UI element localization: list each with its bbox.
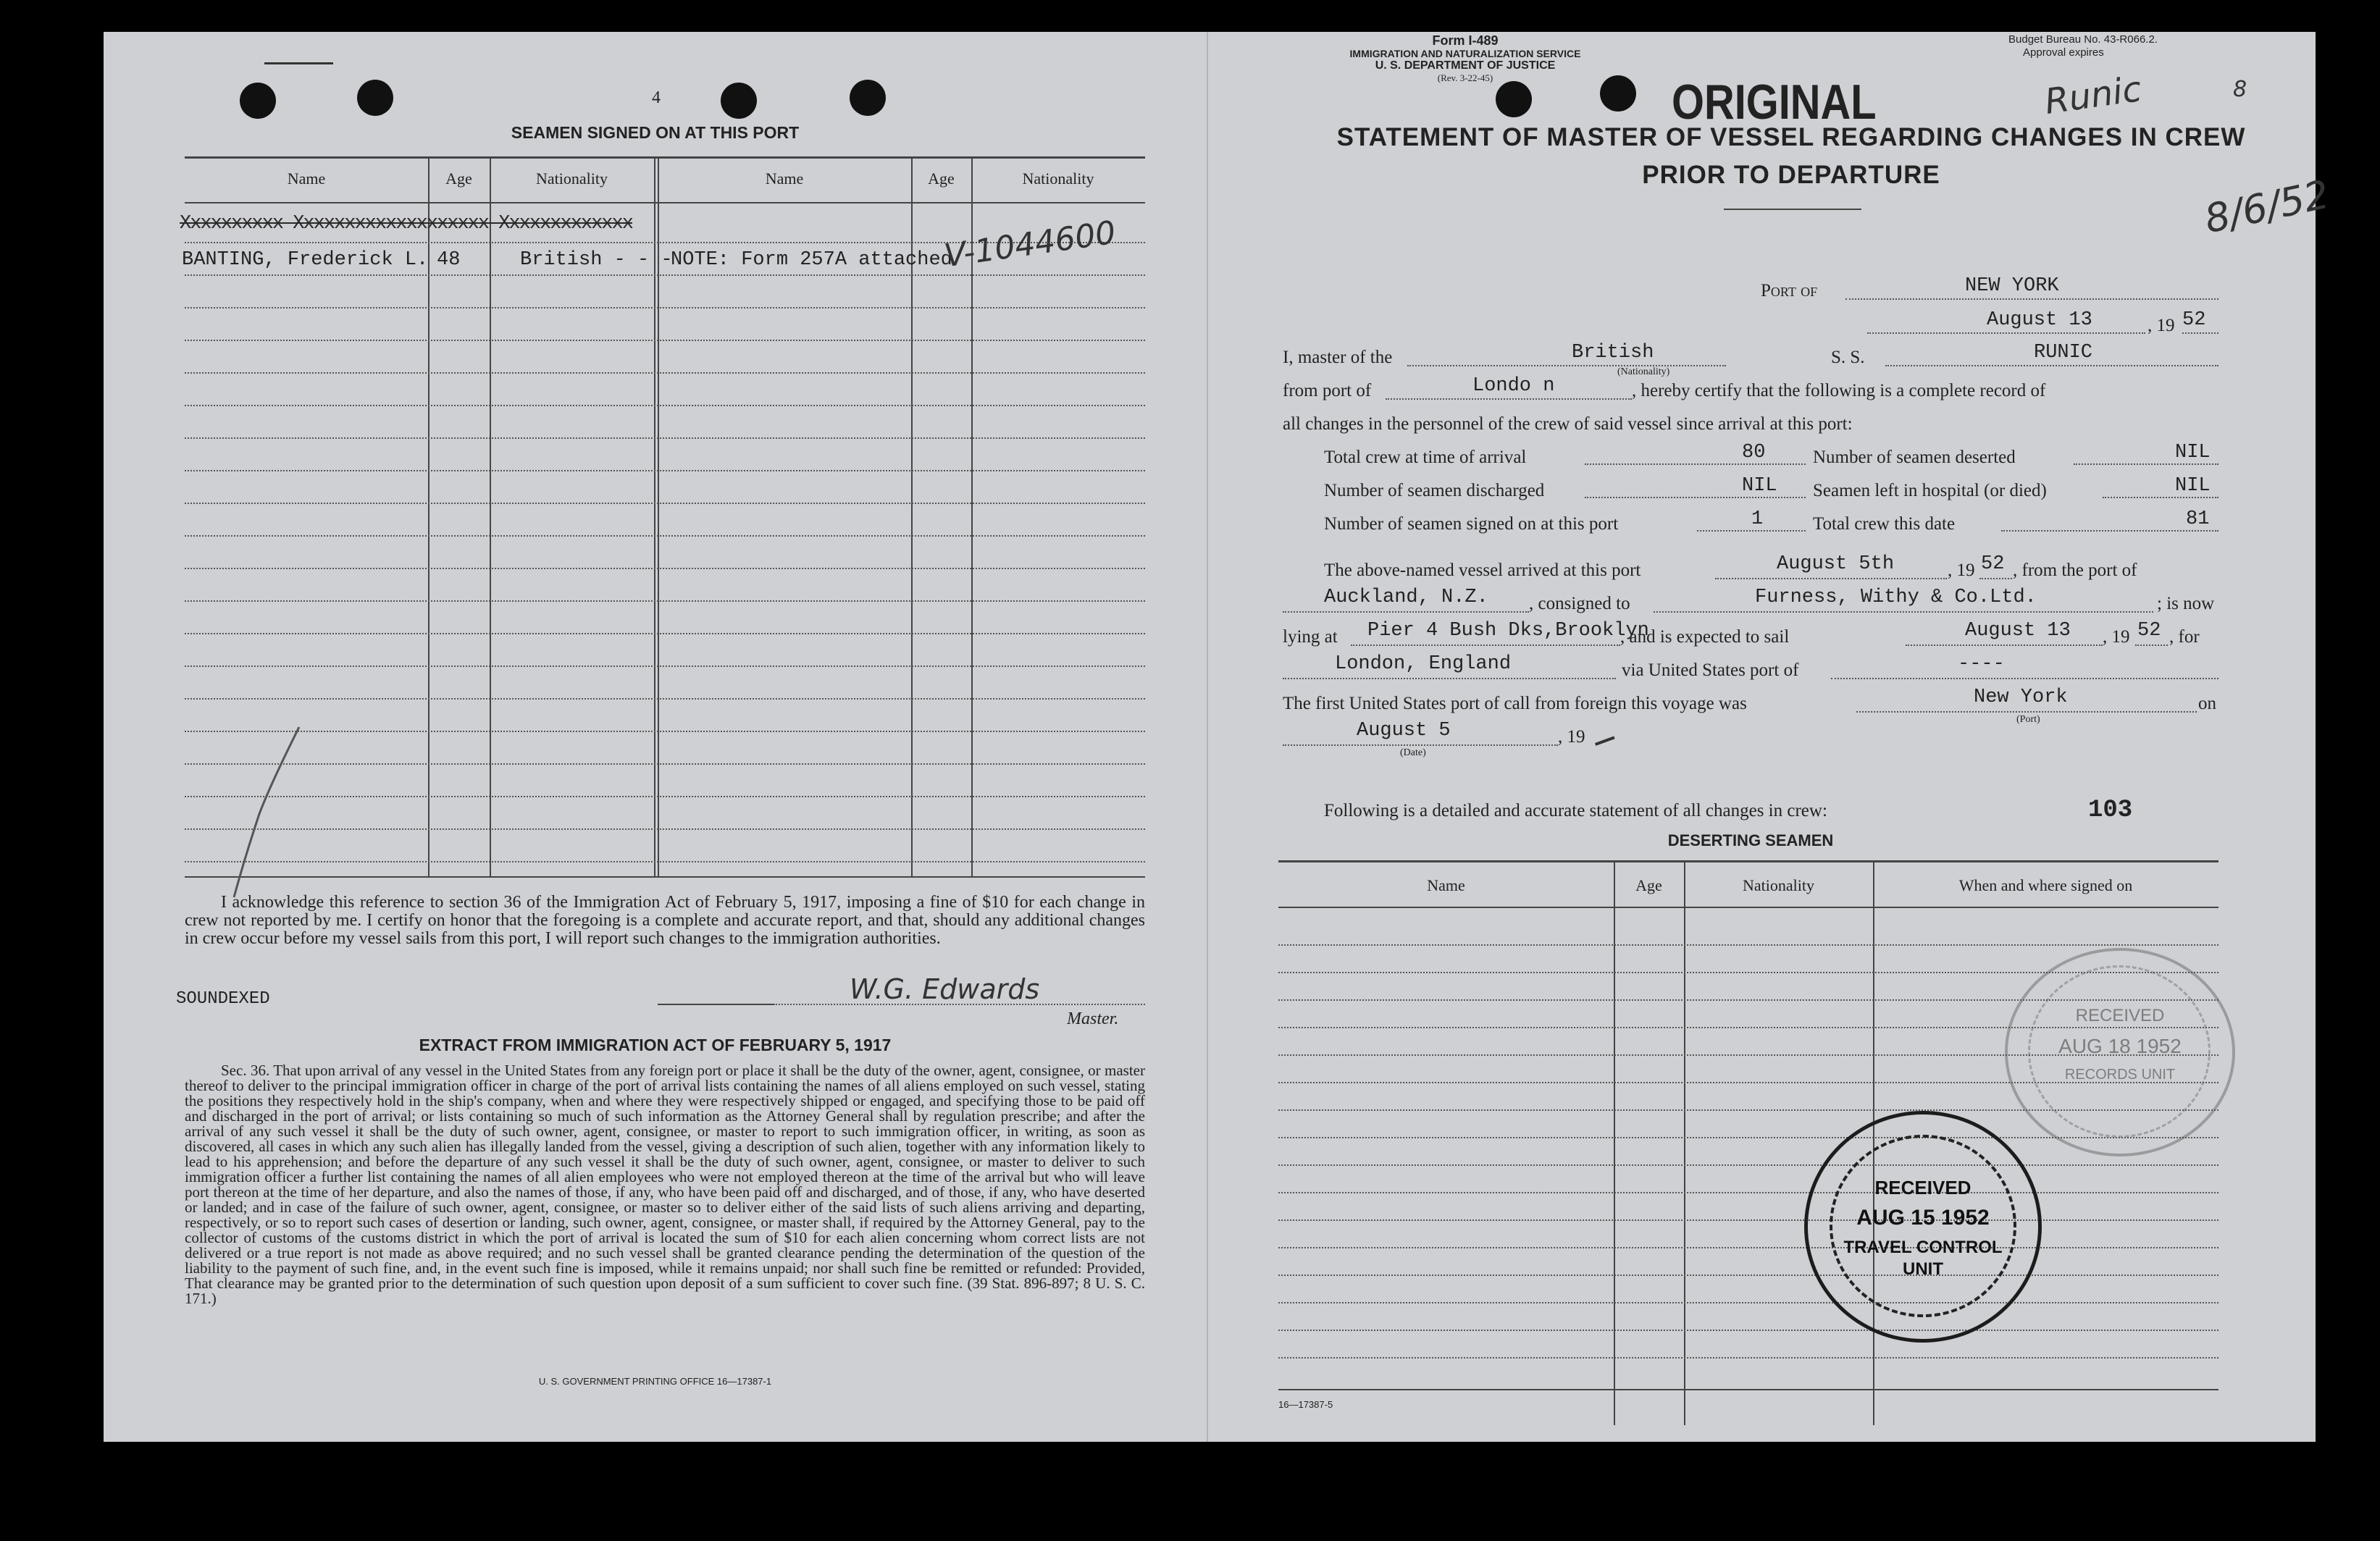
consignee: Furness, Withy & Co.Ltd.	[1755, 587, 2037, 608]
form-title-line-1: STATEMENT OF MASTER OF VESSEL REGARDING CHANGES IN CREW	[1336, 123, 2246, 151]
col-header-name-2: Name	[765, 169, 804, 188]
handwritten-date: 8/6/52	[2200, 171, 2334, 243]
handwritten-reference: V-1044600	[942, 214, 1118, 275]
agency-line-2: U. S. DEPARTMENT OF JUSTICE	[1375, 59, 1556, 72]
following-label: Following is a detailed and accurate statement of all changes in crew:	[1324, 801, 1827, 820]
col-header-nationality-2: Nationality	[1022, 169, 1094, 188]
received-stamp-records: RECEIVED AUG 18 1952 RECORDS UNIT	[2005, 948, 2235, 1156]
stat-hospital-label: Seamen left in hospital (or died)	[1813, 481, 2047, 500]
port-of-value: NEW YORK	[1965, 275, 2059, 297]
stat-total-date-label: Total crew this date	[1813, 514, 1956, 534]
form-sheet	[104, 32, 2334, 1442]
seaman-name: BANTING, Frederick L.	[182, 249, 429, 271]
for-label: , for	[2169, 627, 2200, 647]
sail-year: 52	[2137, 620, 2161, 642]
punch-hole	[240, 83, 276, 119]
all-changes-text: all changes in the personnel of the crew of said vessel since arrival at this port:	[1283, 414, 1853, 434]
deserting-col-signed-on: When and where signed on	[1958, 876, 2133, 894]
col-header-name: Name	[287, 169, 326, 188]
lying-at-label: lying at	[1283, 627, 1338, 647]
first-port-year-scribble	[1588, 717, 1614, 746]
handwritten-corner: 8	[2233, 77, 2247, 102]
arrived-label: The above-named vessel arrived at this port	[1324, 560, 1641, 580]
arrival-year: 52	[1981, 553, 2005, 575]
original-stamp: ORIGINAL	[1672, 75, 1877, 130]
via-value: ----	[1958, 653, 2005, 675]
from-port-label: from port of	[1283, 381, 1372, 400]
col-header-age-2: Age	[928, 169, 955, 188]
deserting-title: DESERTING SEAMEN	[1667, 831, 1834, 849]
expected-label: , and is expected to sail	[1620, 627, 1790, 647]
vessel-name: RUNIC	[2034, 342, 2093, 364]
form-title-line-2: PRIOR TO DEPARTURE	[1642, 161, 1940, 189]
consigned-label: , consigned to	[1529, 594, 1630, 613]
acknowledgement-text: I acknowledge this reference to section 36 of the Immigration Act of February 5, 1917, imposing a fine of $10 for each change in crew not reported by me. I certify on honor that the foregoing is a complete and accurate report, and that, should any additional changes in crew occur before my vessel sails from this port, I will report such changes to the immigration authorities.	[185, 893, 1145, 948]
punch-hole	[357, 80, 393, 116]
stat-deserted-value: NIL	[2175, 442, 2211, 463]
stat-hospital-value: NIL	[2175, 475, 2211, 497]
stat-total-arrival-label: Total crew at time of arrival	[1324, 448, 1527, 467]
certify-text: , hereby certify that the following is a complete record of	[1632, 381, 2046, 400]
on-label: on	[2198, 694, 2216, 713]
form-footer-code: 16—17387-5	[1278, 1399, 1333, 1410]
year-prefix: , 19	[2148, 316, 2175, 335]
from-port-of-label: , from the port of	[2013, 560, 2137, 580]
lying-at-value: Pier 4 Bush Dks,Brooklyn	[1367, 620, 1649, 642]
form-note: NOTE: Form 257A attached	[671, 249, 952, 271]
budget-bureau: Budget Bureau No. 43-R066.2.	[2008, 33, 2158, 46]
received-stamp-travel-control: RECEIVED AUG 15 1952 TRAVEL CONTROL UNIT	[1804, 1111, 2042, 1343]
via-label: via United States port of	[1622, 660, 1799, 680]
punch-hole	[1496, 81, 1532, 117]
deserting-col-name: Name	[1427, 876, 1465, 894]
extract-text: Sec. 36. That upon arrival of any vessel in the United States from any foreign port or place it shall be the duty of the owner, agent, consignee, or master thereof to deliver to the principal immigration officer in charge of the port of arrival lists containing the names of all aliens employed on such vessel, stating the positions they respectively hold in the ship's company, when and where they were respectively shipped or engaged, and specifying those to be paid off and discharged in the port of arrival; or lists containing so much of such information as the Attorney General shall by regulation prescribe; and after the arrival of any such vessel it shall be the duty of such owner, agent, consignee, or master to report to such immigration officer, in writing, as soon as discovered, all cases in which any such alien has illegally landed from the vessel, giving a description of such alien, together with any information likely to lead to his apprehension; and before the departure of any such vessel it shall be the duty of such owner, agent, consignee, or master to deliver to such immigration officer a further list containing the names of all alien employees who were not employed thereon at the time of the arrival but who will leave port thereon at the time of her departure, and also the names of those, if any, who have been paid off and discharged, and of those, if any, who have deserted or landed; and in case of the failure of such owner, agent, consignee, or master so to deliver either of the said lists of such aliens arriving and departing, respectively, or so to report such cases of desertion or landing, such owner, agent, consignee, or master shall, if required by the Attorney General, pay to the collector of customs of the customs district in which the port of arrival is located the sum of $10 for each alien concerning whom correct lists are not delivered or a true report is not made as above required; and no such vessel shall be granted clearance pending the determination of the question of the liability to the payment of such fine, and, in the event such fine is imposed, while it remains unpaid; nor shall such fine be remitted or refunded: Provided, That clearance may be granted prior to the determination of such question upon deposit of a sum sufficient to cover such fine. (39 Stat. 896-897; 8 U. S. C. 171.)	[185, 1062, 1145, 1307]
seaman-age: 48	[437, 249, 461, 271]
stat-discharged-label: Number of seamen discharged	[1324, 481, 1545, 500]
page-number: 4	[652, 88, 661, 107]
punch-hole	[721, 83, 757, 119]
changes-number: 103	[2088, 797, 2133, 824]
destination: London, England	[1335, 653, 1512, 675]
statement-date: August 13	[1987, 309, 2092, 331]
first-port-label: The first United States port of call from foreign this voyage was	[1283, 694, 1747, 713]
date-caption: (Date)	[1400, 747, 1426, 758]
port-caption: (Port)	[2016, 714, 2040, 725]
crossed-out-row: Xxxxxxxxxx Xxxxxxxxxxxxxxxxxxx Xxxxxxxxxxxxx	[180, 213, 632, 235]
ss-label: S. S.	[1831, 348, 1865, 367]
agency-line-1: IMMIGRATION AND NATURALIZATION SERVICE	[1349, 48, 1581, 59]
from-port-value: Londo n	[1472, 375, 1555, 397]
deserting-col-age: Age	[1635, 876, 1662, 894]
port-of-label: Port of	[1761, 281, 1818, 301]
col-header-nationality: Nationality	[536, 169, 608, 188]
page-fold	[1207, 32, 1208, 1442]
stat-discharged-value: NIL	[1742, 475, 1777, 497]
origin-port: Auckland, N.Z.	[1324, 587, 1488, 608]
col-header-age: Age	[445, 169, 472, 188]
arrival-date: August 5th	[1777, 553, 1895, 575]
pen-mark	[264, 62, 333, 64]
master-signature: W.G. Edwards	[850, 973, 1040, 1005]
deserting-col-nationality: Nationality	[1743, 876, 1814, 894]
soundexed-stamp: SOUNDEXED	[176, 989, 270, 1009]
nationality-caption: (Nationality)	[1617, 366, 1670, 377]
approval-line: Approval expires	[2023, 46, 2104, 59]
stat-total-date-value: 81	[2186, 508, 2210, 530]
revision: (Rev. 3-22-45)	[1437, 72, 1493, 83]
sail-date: August 13	[1965, 620, 2071, 642]
first-port-year-prefix: , 19	[1558, 727, 1585, 747]
sail-year-prefix: , 19	[2103, 627, 2130, 647]
pen-stroke	[227, 720, 314, 908]
gpo-imprint: U. S. GOVERNMENT PRINTING OFFICE 16—17387-1	[538, 1376, 772, 1387]
seaman-nationality: British - - -	[520, 249, 673, 271]
handwritten-vessel-name: Runic	[2042, 68, 2145, 123]
stat-total-arrival-value: 80	[1742, 442, 1766, 463]
stat-signed-on-value: 1	[1751, 508, 1764, 530]
stat-deserted-label: Number of seamen deserted	[1813, 448, 2016, 467]
vessel-nationality: British	[1572, 342, 1654, 364]
extract-title: EXTRACT FROM IMMIGRATION ACT OF FEBRUARY 5, 1917	[419, 1036, 892, 1054]
statement-year: 52	[2182, 309, 2206, 331]
stat-signed-on-label: Number of seamen signed on at this port	[1324, 514, 1619, 534]
form-number: Form I-489	[1432, 33, 1499, 48]
arrival-year-prefix: , 19	[1948, 560, 1975, 580]
master-of-label: I, master of the	[1283, 348, 1393, 367]
punch-hole	[850, 80, 886, 116]
section-title: SEAMEN SIGNED ON AT THIS PORT	[511, 123, 800, 142]
first-port-date: August 5	[1357, 720, 1451, 742]
master-label: Master.	[1067, 1009, 1119, 1028]
first-port-value: New York	[1974, 686, 2068, 708]
is-now-label: ; is now	[2157, 594, 2215, 613]
